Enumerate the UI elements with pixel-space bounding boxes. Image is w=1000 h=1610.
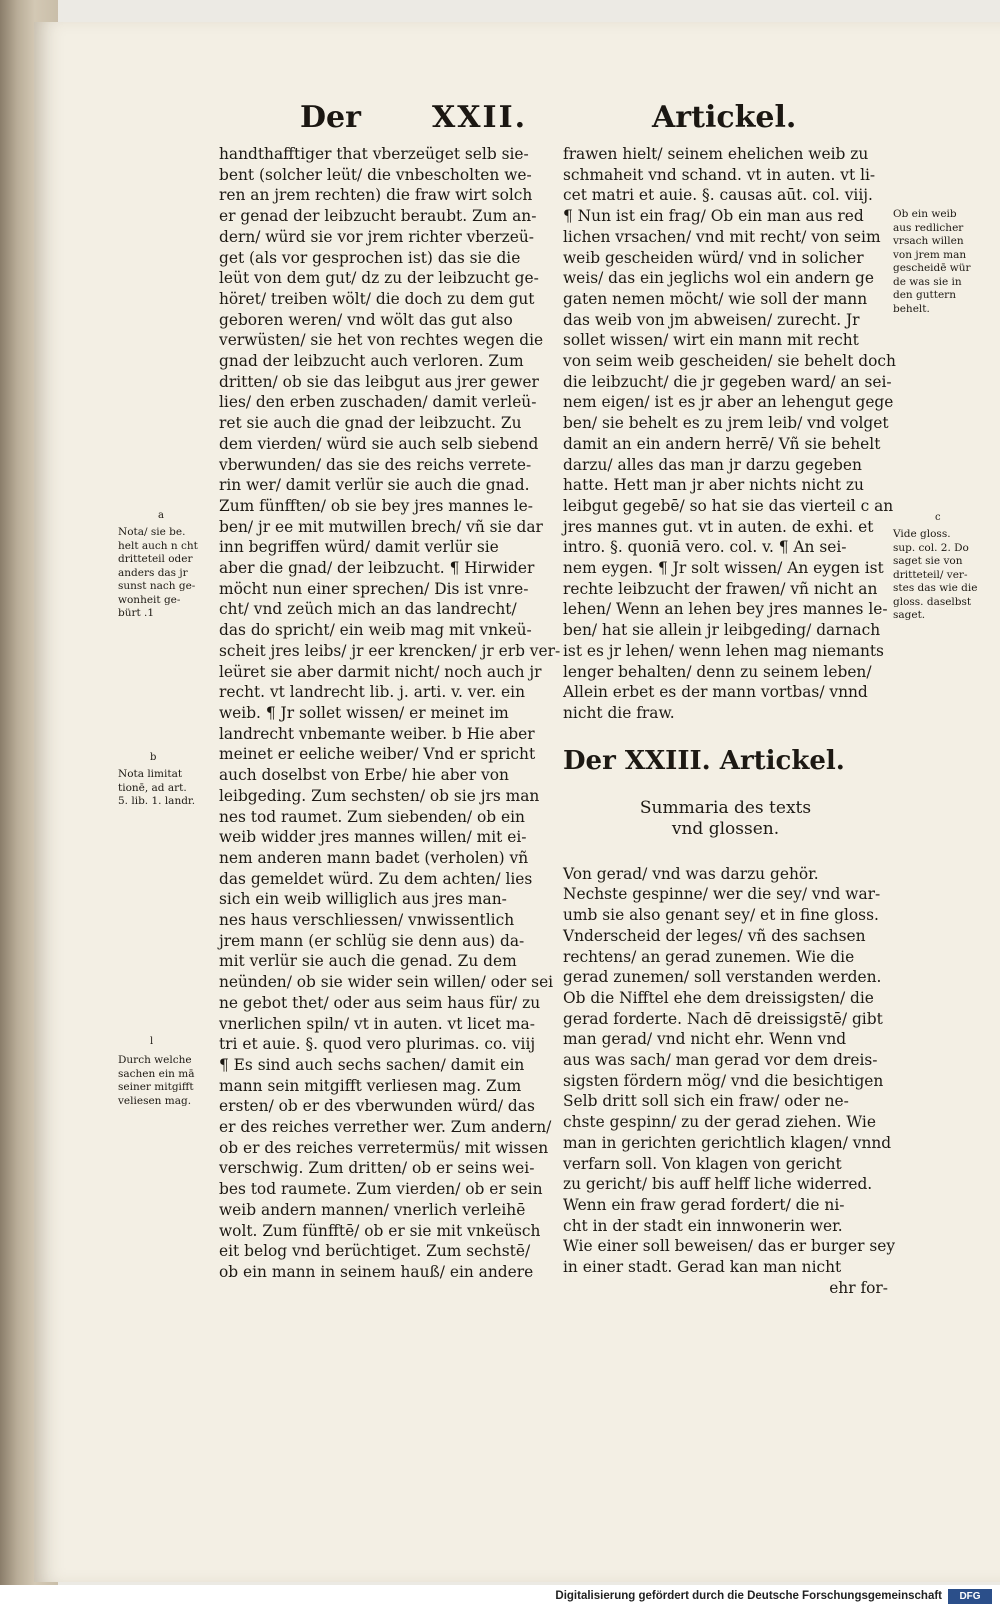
text-line: lehen/ Wenn an lehen bey jres mannes le- [563, 600, 888, 619]
dfg-logo-icon: DFG [948, 1589, 992, 1604]
summary-line: verfarn soll. Von klagen von gericht [563, 1154, 842, 1173]
text-line: damit an ein andern herrē/ Vñ sie behelt [563, 434, 881, 453]
summary-line: aus was sach/ man gerad vor dem dreis- [563, 1051, 878, 1070]
running-head-center: XXII. [432, 100, 528, 135]
spacer [563, 724, 888, 744]
text-line: nicht die fraw. [563, 703, 675, 722]
running-head-left: Der [300, 100, 361, 135]
margin-line: sup. col. 2. Do [893, 541, 969, 554]
text-line: auch doselbst von Erbe/ hie aber von [219, 766, 509, 785]
text-line: intro. §. quoniā vero. col. v. ¶ An sei- [563, 538, 847, 557]
text-line: ersten/ ob er des vberwunden würd/ das [219, 1097, 535, 1116]
summary-title-line: vnd glossen. [671, 818, 780, 839]
text-line: ist es jr lehen/ wenn lehen mag niemants [563, 641, 884, 660]
text-line: leüret sie aber darmit nicht/ noch auch jr [219, 662, 542, 681]
text-line: tri et auie. §. quod vero plurimas. co. viij [219, 1035, 536, 1054]
text-line: sollet wissen/ wirt ein mann mit recht [563, 331, 859, 350]
text-line: nes haus verschliessen/ vnwissentlich [219, 911, 515, 930]
text-line: cht/ vnd zeüch mich an das landrecht/ [219, 600, 517, 619]
text-line: meinet er eeliche weiber/ Vnd er spricht [219, 745, 536, 764]
running-head-right: Artickel. [652, 100, 797, 135]
margin-marker-l: l [150, 1036, 154, 1047]
text-line: wolt. Zum fünfftē/ ob er sie mit vnkeüsch [219, 1221, 541, 1240]
margin-line: sachen ein mā [118, 1067, 195, 1080]
text-line: landrecht vnbemante weiber. b Hie aber [219, 724, 535, 743]
text-line: rin wer/ damit verlür sie auch die gnad. [219, 476, 530, 495]
text-line: verwüsten/ sie het von rechtes wegen die [219, 331, 544, 350]
summary-line: cht in der stadt ein innwonerin wer. [563, 1216, 843, 1235]
margin-marker-c: c [935, 512, 941, 523]
text-line: er genad der leibzucht beraubt. Zum an- [219, 207, 537, 226]
text-line: weib widder jres mannes willen/ mit ei- [219, 828, 527, 847]
text-line: das do spricht/ ein weib mag mit vnkeü- [219, 621, 532, 640]
margin-line: Nota/ sie be. [118, 526, 186, 538]
text-line: eit belog vnd berüchtiget. Zum sechstē/ [219, 1242, 531, 1261]
margin-note-right-2 [893, 528, 977, 623]
text-line: leibgeding. Zum sechsten/ ob sie jrs man [219, 786, 540, 805]
article-heading: Der XXIII. Artickel. [563, 745, 845, 776]
digitization-footer [0, 1585, 1000, 1610]
text-line: weib. ¶ Jr sollet wissen/ er meinet im [219, 703, 509, 722]
summary-line: Von gerad/ vnd was darzu gehör. [563, 864, 819, 883]
margin-line: den guttern [893, 289, 956, 301]
text-line: gaten nemen möcht/ wie soll der mann [563, 289, 868, 308]
text-line: gnad der leibzucht auch verloren. Zum [219, 352, 524, 371]
text-line: Zum fünfften/ ob sie bey jres mannes le- [219, 496, 533, 515]
running-head [0, 100, 1000, 140]
summary-title-line: Summaria des texts [639, 797, 812, 818]
text-line: nem eygen. ¶ Jr solt wissen/ An eygen ist [563, 559, 884, 578]
text-line: hatte. Hett man jr aber nichts nicht zu [563, 476, 864, 495]
text-line: leibgut gegebē/ so hat sie das vierteil c an [563, 496, 894, 515]
margin-line: behelt. [893, 302, 930, 315]
summary-line: sigsten fördern mög/ vnd die besichtigen [563, 1071, 884, 1090]
summary-line: Nechste gespinne/ wer die sey/ vnd war- [563, 885, 881, 904]
text-line: schmaheit vnd schand. vt in auten. vt li- [563, 165, 876, 184]
summary-line: Vnderscheid der leges/ vñ des sachsen [563, 926, 866, 945]
text-line: dritten/ ob sie das leibgut aus jrer gewer [219, 372, 539, 391]
text-line: frawen hielt/ seinem ehelichen weib zu [563, 145, 869, 163]
text-line: die leibzucht/ die jr gegeben ward/ an sei- [563, 372, 892, 391]
spacer [563, 840, 888, 864]
text-line: weib andern mannen/ vnerlich verleihē [219, 1200, 526, 1219]
margin-line: von jrem man [893, 248, 967, 261]
margin-line: aus redlicher [893, 221, 964, 234]
text-line: verschwig. Zum dritten/ ob er seins wei- [219, 1159, 535, 1178]
text-line: ne gebot thet/ oder aus seim haus für/ zu [219, 993, 541, 1012]
margin-marker-b: b [150, 752, 157, 763]
text-line: mann sein mitgifft verliesen mag. Zum [219, 1076, 522, 1095]
left-text-column [219, 144, 561, 1283]
text-line: vnerlichen spiln/ vt in auten. vt licet ma- [219, 1014, 535, 1033]
summary-line: umb sie also genant sey/ et in fine gloss. [563, 906, 879, 925]
text-line: höret/ treiben wölt/ die doch zu dem gut [219, 289, 535, 308]
text-line: nes tod raumet. Zum siebenden/ ob ein [219, 807, 525, 826]
margin-note-right-1 [893, 208, 971, 316]
text-line: ben/ jr ee mit mutwillen brech/ vñ sie dar [219, 517, 543, 536]
margin-line: seiner mitgifft [118, 1081, 194, 1093]
summary-line: Wenn ein fraw gerad fordert/ die ni- [563, 1195, 845, 1214]
summary-line: gerad forderte. Nach dē dreissigstē/ gibt [563, 1009, 883, 1028]
text-line: lichen vrsachen/ vnd mit recht/ von seim [563, 227, 881, 246]
text-line: bes tod raumete. Zum vierden/ ob er sein [219, 1180, 543, 1199]
text-line: cet matri et auie. §. causas aūt. col. viij. [563, 186, 873, 205]
text-line: geboren weren/ vnd wölt das gut also [219, 310, 513, 329]
text-line: dem vierden/ würd sie auch selb siebend [219, 434, 539, 453]
text-line: sich ein weib williglich aus jres man- [219, 890, 507, 909]
margin-line: Ob ein weib [893, 208, 957, 220]
spacer [563, 778, 888, 798]
text-line: dern/ würd sie vor jrem richter vberzeü- [219, 227, 534, 246]
margin-line: bürt .1 [118, 607, 155, 619]
catchword: ehr for- [829, 1278, 888, 1297]
margin-note-left-a [118, 526, 198, 621]
summary-line: Selb dritt soll sich ein fraw/ oder ne- [563, 1092, 849, 1111]
text-line: ob er des reiches verretermüs/ mit wissen [219, 1138, 549, 1157]
text-line: ren an jrem rechten) die fraw wirt solch [219, 186, 533, 205]
text-line: ben/ hat sie allein jr leibgeding/ darnach [563, 621, 881, 640]
text-line: inn begriffen würd/ damit verlür sie [219, 538, 499, 557]
margin-line: saget sie von [893, 555, 963, 567]
text-line: weib gescheiden würd/ vnd in solicher [563, 248, 864, 267]
margin-line: 5. lib. 1. landr. [118, 795, 196, 807]
summary-line: rechtens/ an gerad zunemen. Wie die [563, 947, 855, 966]
text-line: von seim weib gescheiden/ sie behelt doch [563, 352, 896, 371]
summary-line: man gerad/ vnd nicht ehr. Wenn vnd [563, 1030, 847, 1049]
margin-line: de was sie in [893, 275, 962, 288]
text-line: neünden/ ob sie wider sein willen/ oder sei [219, 973, 554, 992]
text-line: leüt von dem gut/ dz zu der leibzucht ge- [219, 269, 539, 288]
text-line: scheit jres leibs/ jr eer krencken/ jr erb ver- [219, 641, 561, 660]
margin-line: helt auch n cht [118, 539, 198, 552]
margin-line: dritteteil/ ver- [893, 568, 968, 581]
text-line: bent (solcher leüt/ die vnbescholten we- [219, 165, 532, 184]
margin-line: stes das wie die [893, 582, 978, 594]
text-line: nem anderen mann badet (verholen) vñ [219, 848, 529, 867]
text-line: ob ein mann in seinem hauß/ ein andere [219, 1262, 534, 1281]
footer-credit: Digitalisierung gefördert durch die Deutsche Forschungsgemeinschaft [555, 1590, 942, 1602]
margin-line: wonheit ge- [118, 593, 181, 606]
text-line: nem eigen/ ist es jr aber an lehengut gege [563, 393, 894, 412]
text-line: Allein erbet es der mann vortbas/ vnnd [563, 683, 868, 702]
text-line: ¶ Es sind auch sechs sachen/ damit ein [219, 1055, 525, 1074]
text-line: das weib von jm abweisen/ zurecht. Jr [563, 310, 860, 329]
summary-line: gerad zunemen/ soll verstanden werden. [563, 968, 882, 987]
text-line: er des reiches verrether wer. Zum andern/ [219, 1118, 552, 1137]
margin-marker-a: a [158, 510, 164, 521]
summary-line: Ob die Nifftel ehe dem dreissigsten/ die [563, 988, 874, 1007]
text-line: recht. vt landrecht lib. j. arti. v. ver. ein [219, 683, 525, 702]
margin-line: dritteteil oder [118, 553, 193, 565]
margin-note-left-b [118, 768, 195, 809]
margin-line: sunst nach ge- [118, 580, 196, 592]
margin-line: saget. [893, 609, 926, 621]
text-line: ben/ sie behelt es zu jrem leib/ vnd volget [563, 414, 889, 433]
summary-line: man in gerichten gerichtlich klagen/ vnnd [563, 1133, 892, 1152]
margin-line: anders das jr [118, 566, 188, 579]
text-line: ret sie auch die gnad der leibzucht. Zu [219, 414, 522, 433]
text-line: ¶ Nun ist ein frag/ Ob ein man aus red [563, 207, 864, 226]
summary-line: in einer stadt. Gerad kan man nicht [563, 1258, 842, 1277]
summary-line: zu gericht/ bis auff helff liche widerred. [563, 1175, 873, 1194]
summary-line: Wie einer soll beweisen/ das er burger sey [563, 1237, 896, 1256]
margin-line: tionē, ad art. [118, 781, 187, 794]
text-line: das gemeldet würd. Zu dem achten/ lies [219, 869, 533, 888]
text-line: weis/ das ein jeglichs wol ein andern ge [563, 269, 874, 288]
margin-line: vrsach willen [893, 235, 964, 247]
text-line: darzu/ alles das man jr darzu gegeben [563, 455, 862, 474]
margin-note-left-c [118, 1054, 195, 1108]
text-line: jrem mann (er schlüg sie denn aus) da- [219, 931, 525, 950]
margin-line: gescheidē wür [893, 262, 971, 274]
text-line: jres mannes gut. vt in auten. de exhi. et [563, 517, 874, 536]
text-line: get (als vor gesprochen ist) das sie die [219, 248, 521, 267]
margin-line: gloss. daselbst [893, 595, 972, 608]
summary-line: chste gespinn/ zu der gerad ziehen. Wie [563, 1113, 876, 1132]
margin-line: veliesen mag. [118, 1094, 192, 1107]
text-line: vberwunden/ das sie des reichs verrete- [219, 455, 532, 474]
text-line: lenger behalten/ denn zu seinem leben/ [563, 662, 872, 681]
right-text-column [563, 144, 896, 1298]
margin-line: Vide gloss. [893, 528, 951, 540]
text-line: mit verlür sie auch die genad. Zu dem [219, 952, 517, 971]
text-line: möcht nun einer sprechen/ Dis ist vnre- [219, 579, 529, 598]
text-line: rechte leibzucht der frawen/ vñ nicht an [563, 579, 878, 598]
margin-line: Nota limitat [118, 768, 183, 780]
text-line: lies/ den erben zuschaden/ damit verleü- [219, 393, 537, 412]
text-line: aber die gnad/ der leibzucht. ¶ Hirwider [219, 559, 535, 578]
text-line: handthafftiger that vberzeüget selb sie- [219, 145, 529, 163]
margin-line: Durch welche [118, 1054, 192, 1066]
